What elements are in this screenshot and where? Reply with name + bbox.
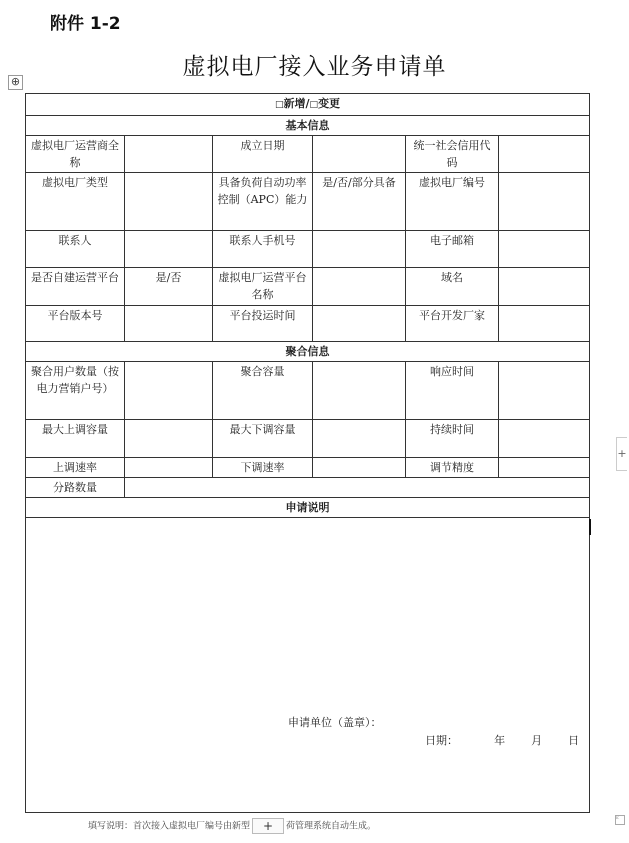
operator-name-label: 虚拟电厂运营商全称: [26, 136, 125, 173]
application-form-table: [25, 93, 590, 813]
section-header-basic: [26, 116, 590, 136]
table-row: [26, 173, 590, 231]
max-down-capacity-field[interactable]: [313, 420, 406, 458]
branch-count-field[interactable]: [125, 478, 590, 498]
vpp-type-label: 虚拟电厂类型: [26, 173, 125, 231]
max-up-capacity-field[interactable]: [125, 420, 213, 458]
aggregated-users-field[interactable]: [125, 362, 213, 420]
duration-label: 持续时间: [406, 420, 499, 458]
operator-name-field[interactable]: [125, 136, 213, 173]
seal-label: 申请单位（盖章）：: [288, 716, 382, 729]
aggregated-capacity-label: 聚合容量: [213, 362, 313, 420]
platform-launch-time-label: 平台投运时间: [213, 306, 313, 342]
platform-name-label: 虚拟电厂运营平台名称: [213, 268, 313, 306]
section-header-aggregation: [26, 342, 590, 362]
request-type-row: [26, 94, 590, 116]
down-rate-field[interactable]: [313, 458, 406, 478]
application-body-row: [26, 518, 590, 813]
table-row: [26, 362, 590, 420]
up-rate-label: 上调速率: [26, 458, 125, 478]
domain-field[interactable]: [499, 268, 590, 306]
platform-vendor-field[interactable]: [499, 306, 590, 342]
email-label: 电子邮箱: [406, 231, 499, 268]
contact-label: 联系人: [26, 231, 125, 268]
platform-launch-time-field[interactable]: [313, 306, 406, 342]
up-rate-field[interactable]: [125, 458, 213, 478]
date-row: [425, 732, 579, 749]
table-row: [26, 420, 590, 458]
year-label: 年: [494, 734, 506, 747]
table-row: [26, 136, 590, 173]
column-resize-handle[interactable]: [589, 519, 591, 535]
contact-phone-field[interactable]: [313, 231, 406, 268]
add-row-button[interactable]: +: [252, 818, 284, 834]
basic-info-heading: 基本信息: [26, 116, 590, 136]
regulation-accuracy-label: 调节精度: [406, 458, 499, 478]
max-down-capacity-label: 最大下调容量: [213, 420, 313, 458]
platform-vendor-label: 平台开发厂家: [406, 306, 499, 342]
new-checkbox[interactable]: □: [275, 100, 284, 110]
apc-capability-field[interactable]: 是/否/部分具备: [313, 173, 406, 231]
table-row: [26, 306, 590, 342]
fill-note-end: 荷管理系统自动生成。: [286, 821, 377, 832]
table-row: [26, 231, 590, 268]
month-label: 月: [531, 734, 543, 747]
application-heading: 申请说明: [26, 498, 590, 518]
vpp-number-label: 虚拟电厂编号: [406, 173, 499, 231]
day-label: 日: [568, 734, 580, 747]
domain-label: 域名: [406, 268, 499, 306]
change-checkbox[interactable]: □: [309, 100, 319, 110]
contact-phone-label: 联系人手机号: [213, 231, 313, 268]
table-move-handle-icon[interactable]: ⊕: [8, 75, 23, 90]
aggregated-capacity-field[interactable]: [313, 362, 406, 420]
self-built-platform-field[interactable]: 是/否: [125, 268, 213, 306]
established-date-label: 成立日期: [213, 136, 313, 173]
established-date-field[interactable]: [313, 136, 406, 173]
branch-count-label: 分路数量: [26, 478, 125, 498]
platform-name-field[interactable]: [313, 268, 406, 306]
email-field[interactable]: [499, 231, 590, 268]
platform-version-label: 平台版本号: [26, 306, 125, 342]
section-header-application: [26, 498, 590, 518]
credit-code-label: 统一社会信用代码: [406, 136, 499, 173]
self-built-platform-label: 是否自建运营平台: [26, 268, 125, 306]
application-description-field[interactable]: [26, 518, 590, 813]
table-row: [26, 458, 590, 478]
new-label: 新增/: [283, 97, 310, 110]
vpp-type-field[interactable]: [125, 173, 213, 231]
fill-instructions: [88, 818, 376, 834]
corner-resize-icon[interactable]: ᴷ: [615, 815, 625, 825]
table-row: [26, 478, 590, 498]
duration-field[interactable]: [499, 420, 590, 458]
credit-code-field[interactable]: [499, 136, 590, 173]
table-row: [26, 268, 590, 306]
vpp-number-field[interactable]: [499, 173, 590, 231]
side-add-icon[interactable]: +: [616, 437, 627, 471]
aggregated-users-label: 聚合用户数量（按电力营销户号）: [26, 362, 125, 420]
change-label: 变更: [318, 97, 341, 110]
aggregation-info-heading: 聚合信息: [26, 342, 590, 362]
request-type-cell: [26, 94, 590, 116]
attachment-label: 附件 1-2: [50, 14, 121, 34]
page-title: 虚拟电厂接入业务申请单: [182, 54, 447, 80]
down-rate-label: 下调速率: [213, 458, 313, 478]
date-label: 日期：: [425, 734, 459, 747]
max-up-capacity-label: 最大上调容量: [26, 420, 125, 458]
response-time-label: 响应时间: [406, 362, 499, 420]
platform-version-field[interactable]: [125, 306, 213, 342]
contact-field[interactable]: [125, 231, 213, 268]
apc-capability-label: 具备负荷自动功率控制（APC）能力: [213, 173, 313, 231]
fill-note-start: 填写说明：首次接入虚拟电厂编号由新型: [88, 821, 251, 832]
regulation-accuracy-field[interactable]: [499, 458, 590, 478]
response-time-field[interactable]: [499, 362, 590, 420]
